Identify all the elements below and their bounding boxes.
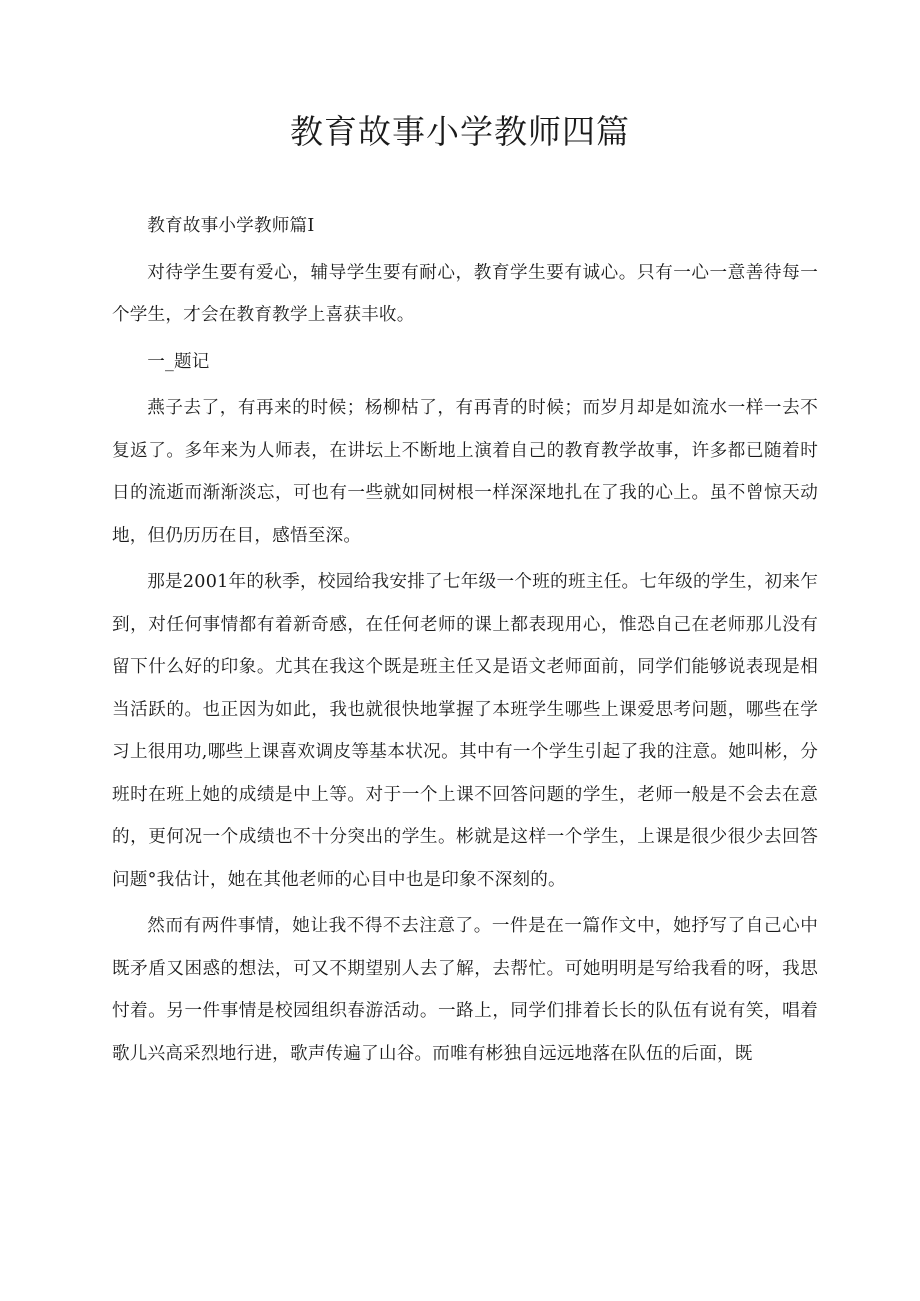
- body-paragraph: 然而有两件事情，她让我不得不去注意了。一件是在一篇作文中，她抒写了自己心中既矛盾又困惑的想法，可又不期望别人去了解，去帮忙。可她明明是写给我看的呀，我思忖着。另一件事情是校园组织春游活动。一路上，同学们排着长长的队伍有说有笑，唱着歌儿兴高采烈地行进，歌声传遍了山谷。而唯有彬独自远远地落在队伍的后面，既: [112, 916, 818, 1064]
- document-body: [112, 205, 818, 1075]
- epigraph-heading: 一_题记: [147, 351, 210, 372]
- document-title: 教育故事小学教师四篇: [290, 112, 630, 151]
- section-heading: 教育故事小学教师篇Ⅰ: [147, 216, 315, 236]
- intro-paragraph: 对待学生要有爱心，辅导学生要有耐心，教育学生要有诚心。只有一心一意善待每一个学生，才会在教育教学上喜获丰收。: [112, 262, 818, 325]
- body-paragraph: 燕子去了，有再来的时候；杨柳枯了，有再青的时候；而岁月却是如流水一样一去不复返了。多年来为人师表，在讲坛上不断地上演着自己的教育教学故事，许多都已随着时日的流逝而渐渐淡忘，可也有一些就如同树根一样深深地扎在了我的心上。虽不曾惊天动地，但仍历历在目，感悟至深。: [112, 398, 818, 546]
- body-paragraph: 那是2001年的秋季，校园给我安排了七年级一个班的班主任。七年级的学生，初来乍到，对任何事情都有着新奇感，在任何老师的课上都表现用心，惟恐自己在老师那儿没有留下什么好的印象。尤其在我这个既是班主任又是语文老师面前，同学们能够说表现是相当活跃的。也正因为如此，我也就很快地掌握了本班学生哪些上课爱思考问题，哪些在学习上很用功,哪些上课喜欢调皮等基本状况。其中有一个学生引起了我的注意。她叫彬，分班时在班上她的成绩是中上等。对于一个上课不回答问题的学生，老师一般是不会去在意的，更何况一个成绩也不十分突出的学生。彬就是这样一个学生，上课是很少很少去回答问题°我估计，她在其他老师的心目中也是印象不深刻的。: [112, 572, 818, 890]
